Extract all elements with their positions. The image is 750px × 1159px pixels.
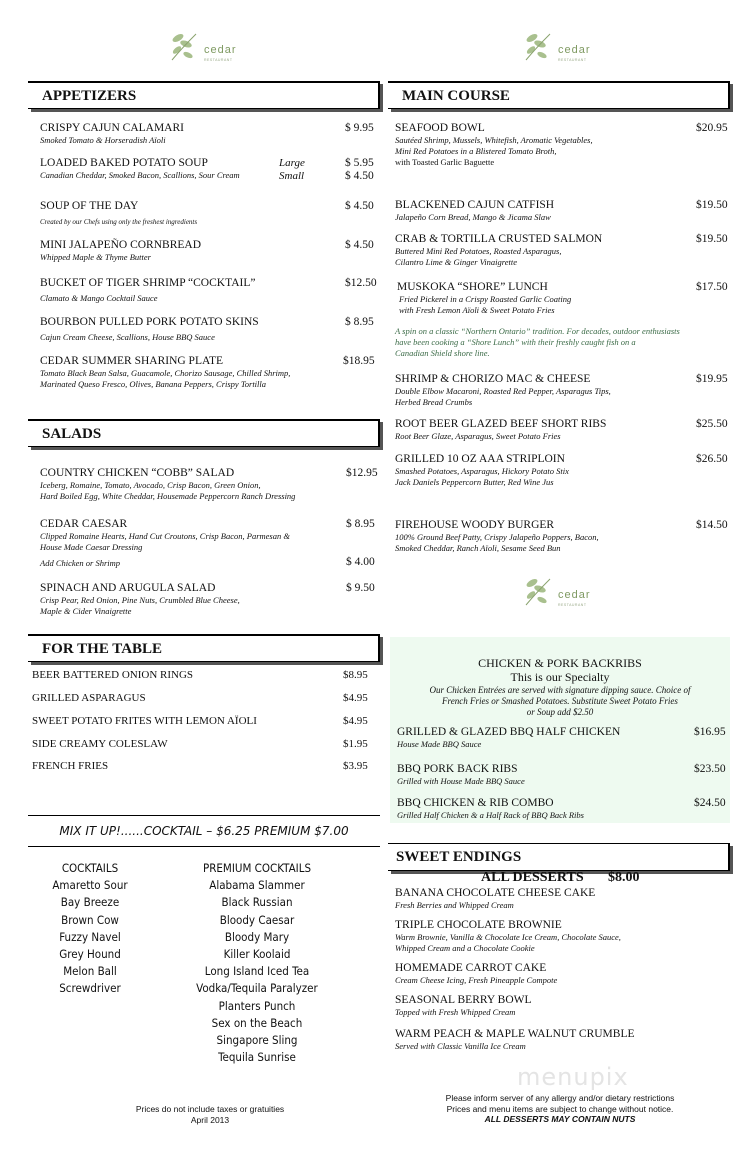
premium-item: Black Russian [221,895,293,910]
cocktail-item: Grey Hound [59,947,121,962]
main-course-heading: MAIN COURSE [388,81,730,109]
menu-item [397,281,687,316]
dessert-item [395,962,725,986]
side-price: $4.95 [343,692,368,704]
leaf-icon [522,573,556,607]
item-name: CRAB & TORTILLA CRUSTED SALMON [395,233,603,245]
cocktail-item: Melon Ball [63,964,117,979]
logo-word: cedar [558,44,591,56]
premium-item: Vodka/Tequila Paralyzer [196,981,318,996]
item-price: $19.95 [696,373,728,385]
cocktails-list [30,860,150,998]
item-name: SHRIMP & CHORIZO MAC & CHEESE [395,373,591,385]
item-desc: Iceberg, Romaine, Tomato, Avocado, Crisp Bacon, Green Onion, [40,480,261,490]
footer-left [100,1104,320,1125]
menu-item [395,122,685,168]
note-line: Canadian Shield shore line. [395,348,490,358]
premium-item: Sex on the Beach [211,1015,303,1030]
date-note: April 2013 [190,1114,230,1125]
menu-item [397,726,677,750]
item-desc: Smashed Potatoes, Asparagus, Hickory Potato Stix [395,466,569,476]
item-desc: Topped with Fresh Whipped Cream [395,1007,516,1017]
item-name: FIREHOUSE WOODY BURGER [395,519,555,531]
item-desc: Sautéed Shrimp, Mussels, Whitefish, Aromatic Vegetables, [395,135,593,145]
logo-left [168,28,237,62]
cocktail-item: Screwdriver [59,981,121,996]
menu-item [40,316,340,343]
side-name: SIDE CREAMY COLESLAW [32,738,168,750]
cocktail-item: Amaretto Sour [52,878,128,893]
logo-word: cedar [204,44,237,56]
item-name: GRILLED 10 OZ AAA STRIPLOIN [395,453,565,465]
item-name: SPINACH AND ARUGULA SALAD [40,582,216,594]
item-price: $18.95 [343,355,375,367]
dessert-item [395,1028,725,1052]
item-desc: Grilled Half Chicken & a Half Rack of BBQ Back Ribs [397,810,584,820]
item-desc: Whipped Maple & Thyme Butter [40,252,151,262]
item-name: BANANA CHOCOLATE CHEESE CAKE [395,887,596,899]
appetizers-heading: APPETIZERS [28,81,380,109]
item-name: GRILLED & GLAZED BBQ HALF CHICKEN [397,726,621,738]
premium-item: Killer Koolaid [223,947,291,962]
item-name: COUNTRY CHICKEN “COBB” SALAD [40,467,235,479]
side-name: BEER BATTERED ONION RINGS [32,669,194,681]
all-desserts-price: $8.00 [608,870,640,885]
price-note: Prices and menu items are subject to change without notice. [446,1103,674,1114]
item-name: HOMEMADE CARROT CAKE [395,962,547,974]
menu-item [397,763,677,787]
item-desc: Double Elbow Macaroni, Roasted Red Pepper, Asparagus Tips, [395,386,611,396]
premium-item: Bloody Caesar [219,912,295,927]
size-small: Small [279,170,305,182]
addon-price: $ 4.00 [346,556,375,568]
item-desc: Warm Brownie, Vanilla & Chocolate Ice Cream, Chocolate Sauce, [395,932,621,942]
item-desc: Jalapeño Corn Bread, Mango & Jicama Slaw [395,212,551,222]
item-desc: Served with Classic Vanilla Ice Cream [395,1041,526,1051]
dessert-item [395,887,725,911]
leaf-icon [522,28,556,62]
item-desc: Fresh Berries and Whipped Cream [395,900,514,910]
item-price: $16.95 [694,726,726,738]
item-desc: with Toasted Garlic Baguette [395,157,495,167]
menu-item [40,200,340,228]
tax-note: Prices do not include taxes or gratuities [135,1104,285,1114]
item-price: $25.50 [696,418,728,430]
item-desc: Cilantro Lime & Ginger Vinaigrette [395,257,517,267]
item-desc: House Made Caesar Dressing [40,542,143,552]
item-desc: Smoked Tomato & Horseradish Aïoli [40,135,166,145]
item-desc: Created by our Chefs using only the freshest ingredients [40,218,198,226]
item-desc: Canadian Cheddar, Smoked Bacon, Scallions, Sour Cream [40,170,240,180]
item-price: $17.50 [696,281,728,293]
item-price: $23.50 [694,763,726,775]
item-name: SEAFOOD BOWL [395,122,485,134]
item-price: $ 5.95 [345,157,374,169]
menu-item [395,519,690,554]
item-name: WARM PEACH & MAPLE WALNUT CRUMBLE [395,1028,635,1040]
item-name: MUSKOKA “SHORE” LUNCH [397,281,548,293]
premium-cocktails-list [172,860,342,1066]
side-name: GRILLED ASPARAGUS [32,692,146,704]
item-name: BUCKET OF TIGER SHRIMP “COCKTAIL” [40,277,256,289]
menu-item [397,797,677,821]
item-desc: Smoked Cheddar, Ranch Aïoli, Sesame Seed Bun [395,543,561,553]
menu-item [395,199,685,223]
logo-middle [522,573,591,607]
menu-item [395,373,690,408]
item-desc: Clamato & Mango Cocktail Sauce [40,293,158,303]
item-name: SEASONAL BERRY BOWL [395,994,532,1006]
item-desc: Grilled with House Made BBQ Sauce [397,776,525,786]
item-name: BBQ PORK BACK RIBS [397,763,518,775]
backribs-title: CHICKEN & PORK BACKRIBS [478,656,642,670]
note-line: or Soup add $2.50 [526,707,594,717]
note-line: have been cooking a “Shore Lunch” with their freshly caught fish on a [395,337,636,347]
item-desc: Fried Pickerel in a Crispy Roasted Garlic Coating [399,294,572,304]
item-desc: Hard Boiled Egg, White Cheddar, Housemade Peppercorn Ranch Dressing [40,491,296,501]
menu-item [40,582,340,617]
item-name: TRIPLE CHOCOLATE BROWNIE [395,919,562,931]
item-desc: Cream Cheese Icing, Fresh Pineapple Compote [395,975,558,985]
leaf-icon [168,28,202,62]
shore-lunch-note [395,326,730,359]
side-price: $8.95 [343,669,368,681]
menu-item [40,355,340,390]
addon-label: Add Chicken or Shrimp [40,558,121,568]
item-desc: Cajun Cream Cheese, Scallions, House BBQ Sauce [40,332,215,342]
item-desc: with Fresh Lemon Aïoli & Sweet Potato Fries [399,305,555,315]
menu-item [40,239,340,263]
logo-sub: RESTAURANT [204,58,233,62]
item-desc: Whipped Cream and a Chocolate Cookie [395,943,535,953]
side-name: FRENCH FRIES [32,760,109,772]
item-desc: Root Beer Glaze, Asparagus, Sweet Potato Fries [395,431,561,441]
item-name: ROOT BEER GLAZED BEEF SHORT RIBS [395,418,607,430]
item-price: $26.50 [696,453,728,465]
item-price: $12.50 [345,277,377,289]
item-price: $ 8.95 [345,316,374,328]
item-price: $ 9.95 [345,122,374,134]
backribs-note [390,685,730,718]
item-name: BOURBON PULLED PORK POTATO SKINS [40,316,259,328]
item-desc: 100% Ground Beef Patty, Crispy Jalapeño Poppers, Bacon, [395,532,599,542]
side-price: $1.95 [343,738,368,750]
item-price: $12.95 [346,467,378,479]
item-name: LOADED BAKED POTATO SOUP [40,157,208,169]
menu-item [395,233,685,268]
allergy-note: Please inform server of any allergy and/or dietary restrictions [445,1093,675,1103]
item-desc: Marinated Queso Fresco, Olives, Banana Peppers, Crispy Tortilla [40,379,267,389]
item-price: $19.50 [696,233,728,245]
item-name: MINI JALAPEÑO CORNBREAD [40,239,202,251]
all-desserts-label: ALL DESSERTS [481,870,584,885]
item-name: SOUP OF THE DAY [40,200,139,212]
item-price: $ 4.50 [345,170,374,182]
dessert-item [395,994,725,1018]
premium-item: Long Island Iced Tea [204,964,310,979]
item-name: BLACKENED CAJUN CATFISH [395,199,555,211]
premium-item: Bloody Mary [224,929,290,944]
cocktail-item: Brown Cow [61,912,119,927]
note-line: French Fries or Smashed Potatoes. Substitute Sweet Potato Fries [442,696,678,706]
menu-item [395,453,690,488]
item-desc: Maple & Cider Vinaigrette [40,606,132,616]
menu-item [40,277,340,304]
premium-heading: PREMIUM COCKTAILS [202,861,312,875]
item-price: $20.95 [696,122,728,134]
premium-item: Singapore Sling [216,1033,298,1048]
item-desc: Buttered Mini Red Potatoes, Roasted Asparagus, [395,246,562,256]
logo-sub: RESTAURANT [558,603,587,607]
item-price: $ 4.50 [345,200,374,212]
menu-item [395,418,690,442]
premium-item: Tequila Sunrise [218,1050,296,1065]
item-price: $19.50 [696,199,728,211]
item-desc: Mini Red Potatoes in a Blistered Tomato Broth, [395,146,557,156]
item-price: $ 8.95 [346,518,375,530]
item-name: CRISPY CAJUN CALAMARI [40,122,184,134]
item-name: CEDAR CAESAR [40,518,128,530]
menu-item [40,122,340,146]
logo-sub: RESTAURANT [558,58,587,62]
item-price: $ 9.50 [346,582,375,594]
item-desc: House Made BBQ Sauce [397,739,482,749]
cocktail-item: Bay Breeze [60,895,120,910]
sweet-endings-heading: SWEET ENDINGS [388,843,730,871]
menu-item [40,467,340,502]
for-the-table-heading: FOR THE TABLE [28,634,380,662]
item-desc: Crisp Pear, Red Onion, Pine Nuts, Crumbled Blue Cheese, [40,595,240,605]
note-line: Our Chicken Entrées are served with signature dipping sauce. Choice of [429,685,691,695]
item-price: $14.50 [696,519,728,531]
item-price: $24.50 [694,797,726,809]
item-desc: Tomato Black Bean Salsa, Guacamole, Chorizo Sausage, Chilled Shrimp, [40,368,291,378]
logo-word: cedar [558,589,591,601]
backribs-subtitle: This is our Specialty [510,670,610,684]
note-line: A spin on a classic “Northern Ontario” tradition. For decades, outdoor enthusiasts [395,326,680,336]
logo-right [522,28,591,62]
item-price: $ 4.50 [345,239,374,251]
item-name: CEDAR SUMMER SHARING PLATE [40,355,224,367]
item-name: BBQ CHICKEN & RIB COMBO [397,797,554,809]
side-price: $4.95 [343,715,368,727]
side-price: $3.95 [343,760,368,772]
premium-item: Alabama Slammer [209,878,305,893]
premium-item: Planters Punch [218,998,296,1013]
watermark: menupix [517,1063,629,1091]
cocktails-heading: COCKTAILS [61,861,119,875]
backribs-panel [390,637,730,823]
footer-right [400,1093,720,1125]
item-desc: Herbed Bread Crumbs [395,397,473,407]
size-large: Large [279,157,305,169]
dessert-item [395,919,725,954]
nuts-note: ALL DESSERTS MAY CONTAIN NUTS [484,1114,636,1124]
cocktail-price-banner: MIX IT UP!......COCKTAIL – $6.25 PREMIUM $7.00 [28,815,380,847]
item-desc: Clipped Romaine Hearts, Hand Cut Croutons, Crisp Bacon, Parmesan & [40,531,290,541]
salads-heading: SALADS [28,419,380,447]
menu-item [40,518,340,569]
item-desc: Jack Daniels Peppercorn Butter, Red Wine Jus [395,477,554,487]
cocktail-item: Fuzzy Navel [59,929,121,944]
side-name: SWEET POTATO FRITES WITH LEMON AÏOLI [32,715,257,727]
